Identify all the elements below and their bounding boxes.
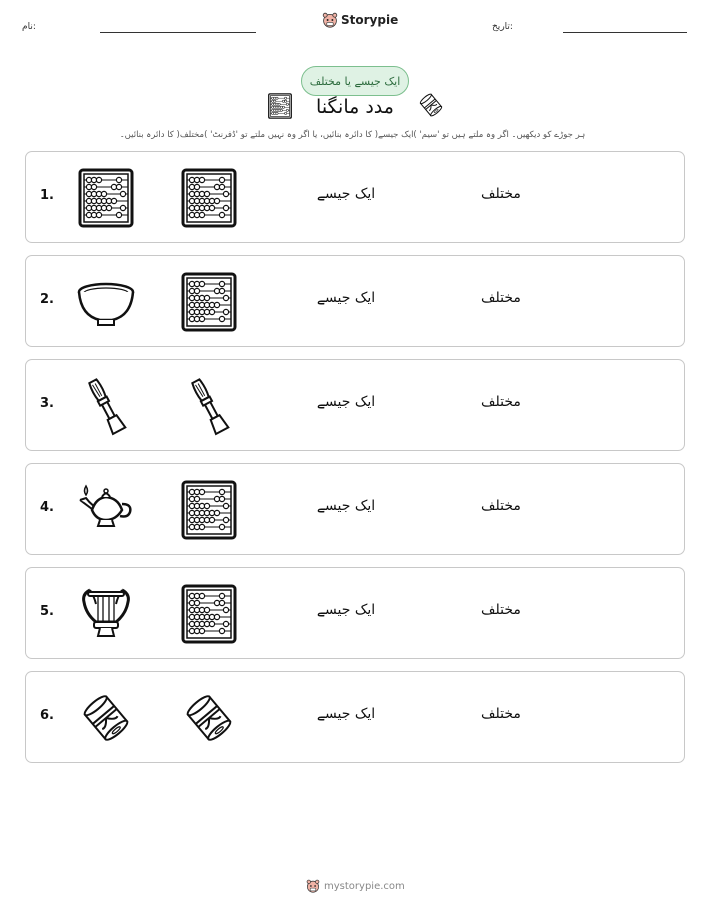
worksheet-header — [0, 0, 709, 50]
exercise-row — [25, 359, 685, 451]
instructions: ہر جوڑے کو دیکھیں۔ اگر وہ ملتے ہیں تو 'سیم' )ایک جیسے( کا دائرہ بنائیں، یا اگر وہ نہیں ملتے تو 'ڈفرنٹ' )مختلف( کا دائرہ بنائیں۔ — [119, 130, 586, 140]
date-line — [563, 32, 687, 33]
same-option[interactable]: ایک جیسے — [316, 394, 376, 410]
same-option[interactable]: ایک جیسے — [316, 498, 376, 514]
row-number: 5. — [40, 604, 54, 619]
footer — [306, 879, 405, 893]
exercise-row — [25, 671, 685, 763]
bowl-icon — [76, 272, 136, 332]
topic-badge: ایک جیسے یا مختلف — [301, 66, 409, 96]
different-option[interactable]: مختلف — [481, 498, 521, 514]
same-option[interactable]: ایک جیسے — [316, 706, 376, 722]
chisel-icon — [76, 376, 136, 436]
scroll-icon — [76, 688, 136, 748]
different-option[interactable]: مختلف — [481, 186, 521, 202]
abacus-icon — [179, 584, 239, 644]
scroll-icon — [179, 688, 239, 748]
chisel-icon — [179, 376, 239, 436]
row-number: 2. — [40, 292, 54, 307]
name-label: نام: — [22, 22, 36, 32]
oil-lamp-icon — [76, 480, 136, 540]
row-number: 4. — [40, 500, 54, 515]
same-option[interactable]: ایک جیسے — [316, 290, 376, 306]
abacus-icon — [267, 91, 293, 121]
title-row — [262, 88, 452, 124]
abacus-icon — [179, 480, 239, 540]
exercise-row — [25, 151, 685, 243]
same-option[interactable]: ایک جیسے — [316, 602, 376, 618]
row-number: 3. — [40, 396, 54, 411]
brand-name: Storypie — [341, 13, 399, 27]
row-number: 6. — [40, 708, 54, 723]
footer-url[interactable]: mystorypie.com — [324, 880, 405, 892]
storypie-logo-icon — [322, 12, 338, 28]
different-option[interactable]: مختلف — [481, 394, 521, 410]
exercise-row — [25, 255, 685, 347]
exercise-row — [25, 567, 685, 659]
date-label: تاریخ: — [492, 22, 513, 32]
different-option[interactable]: مختلف — [481, 706, 521, 722]
abacus-icon — [76, 168, 136, 228]
scroll-icon — [416, 88, 446, 122]
name-line — [100, 32, 256, 33]
same-option[interactable]: ایک جیسے — [316, 186, 376, 202]
different-option[interactable]: مختلف — [481, 290, 521, 306]
abacus-icon — [179, 272, 239, 332]
exercise-row — [25, 463, 685, 555]
lyre-icon — [76, 584, 136, 644]
abacus-icon — [179, 168, 239, 228]
row-number: 1. — [40, 188, 54, 203]
different-option[interactable]: مختلف — [481, 602, 521, 618]
brand — [322, 12, 398, 28]
storypie-logo-icon — [306, 879, 320, 893]
page-title: مدد مانگنا — [316, 96, 394, 118]
